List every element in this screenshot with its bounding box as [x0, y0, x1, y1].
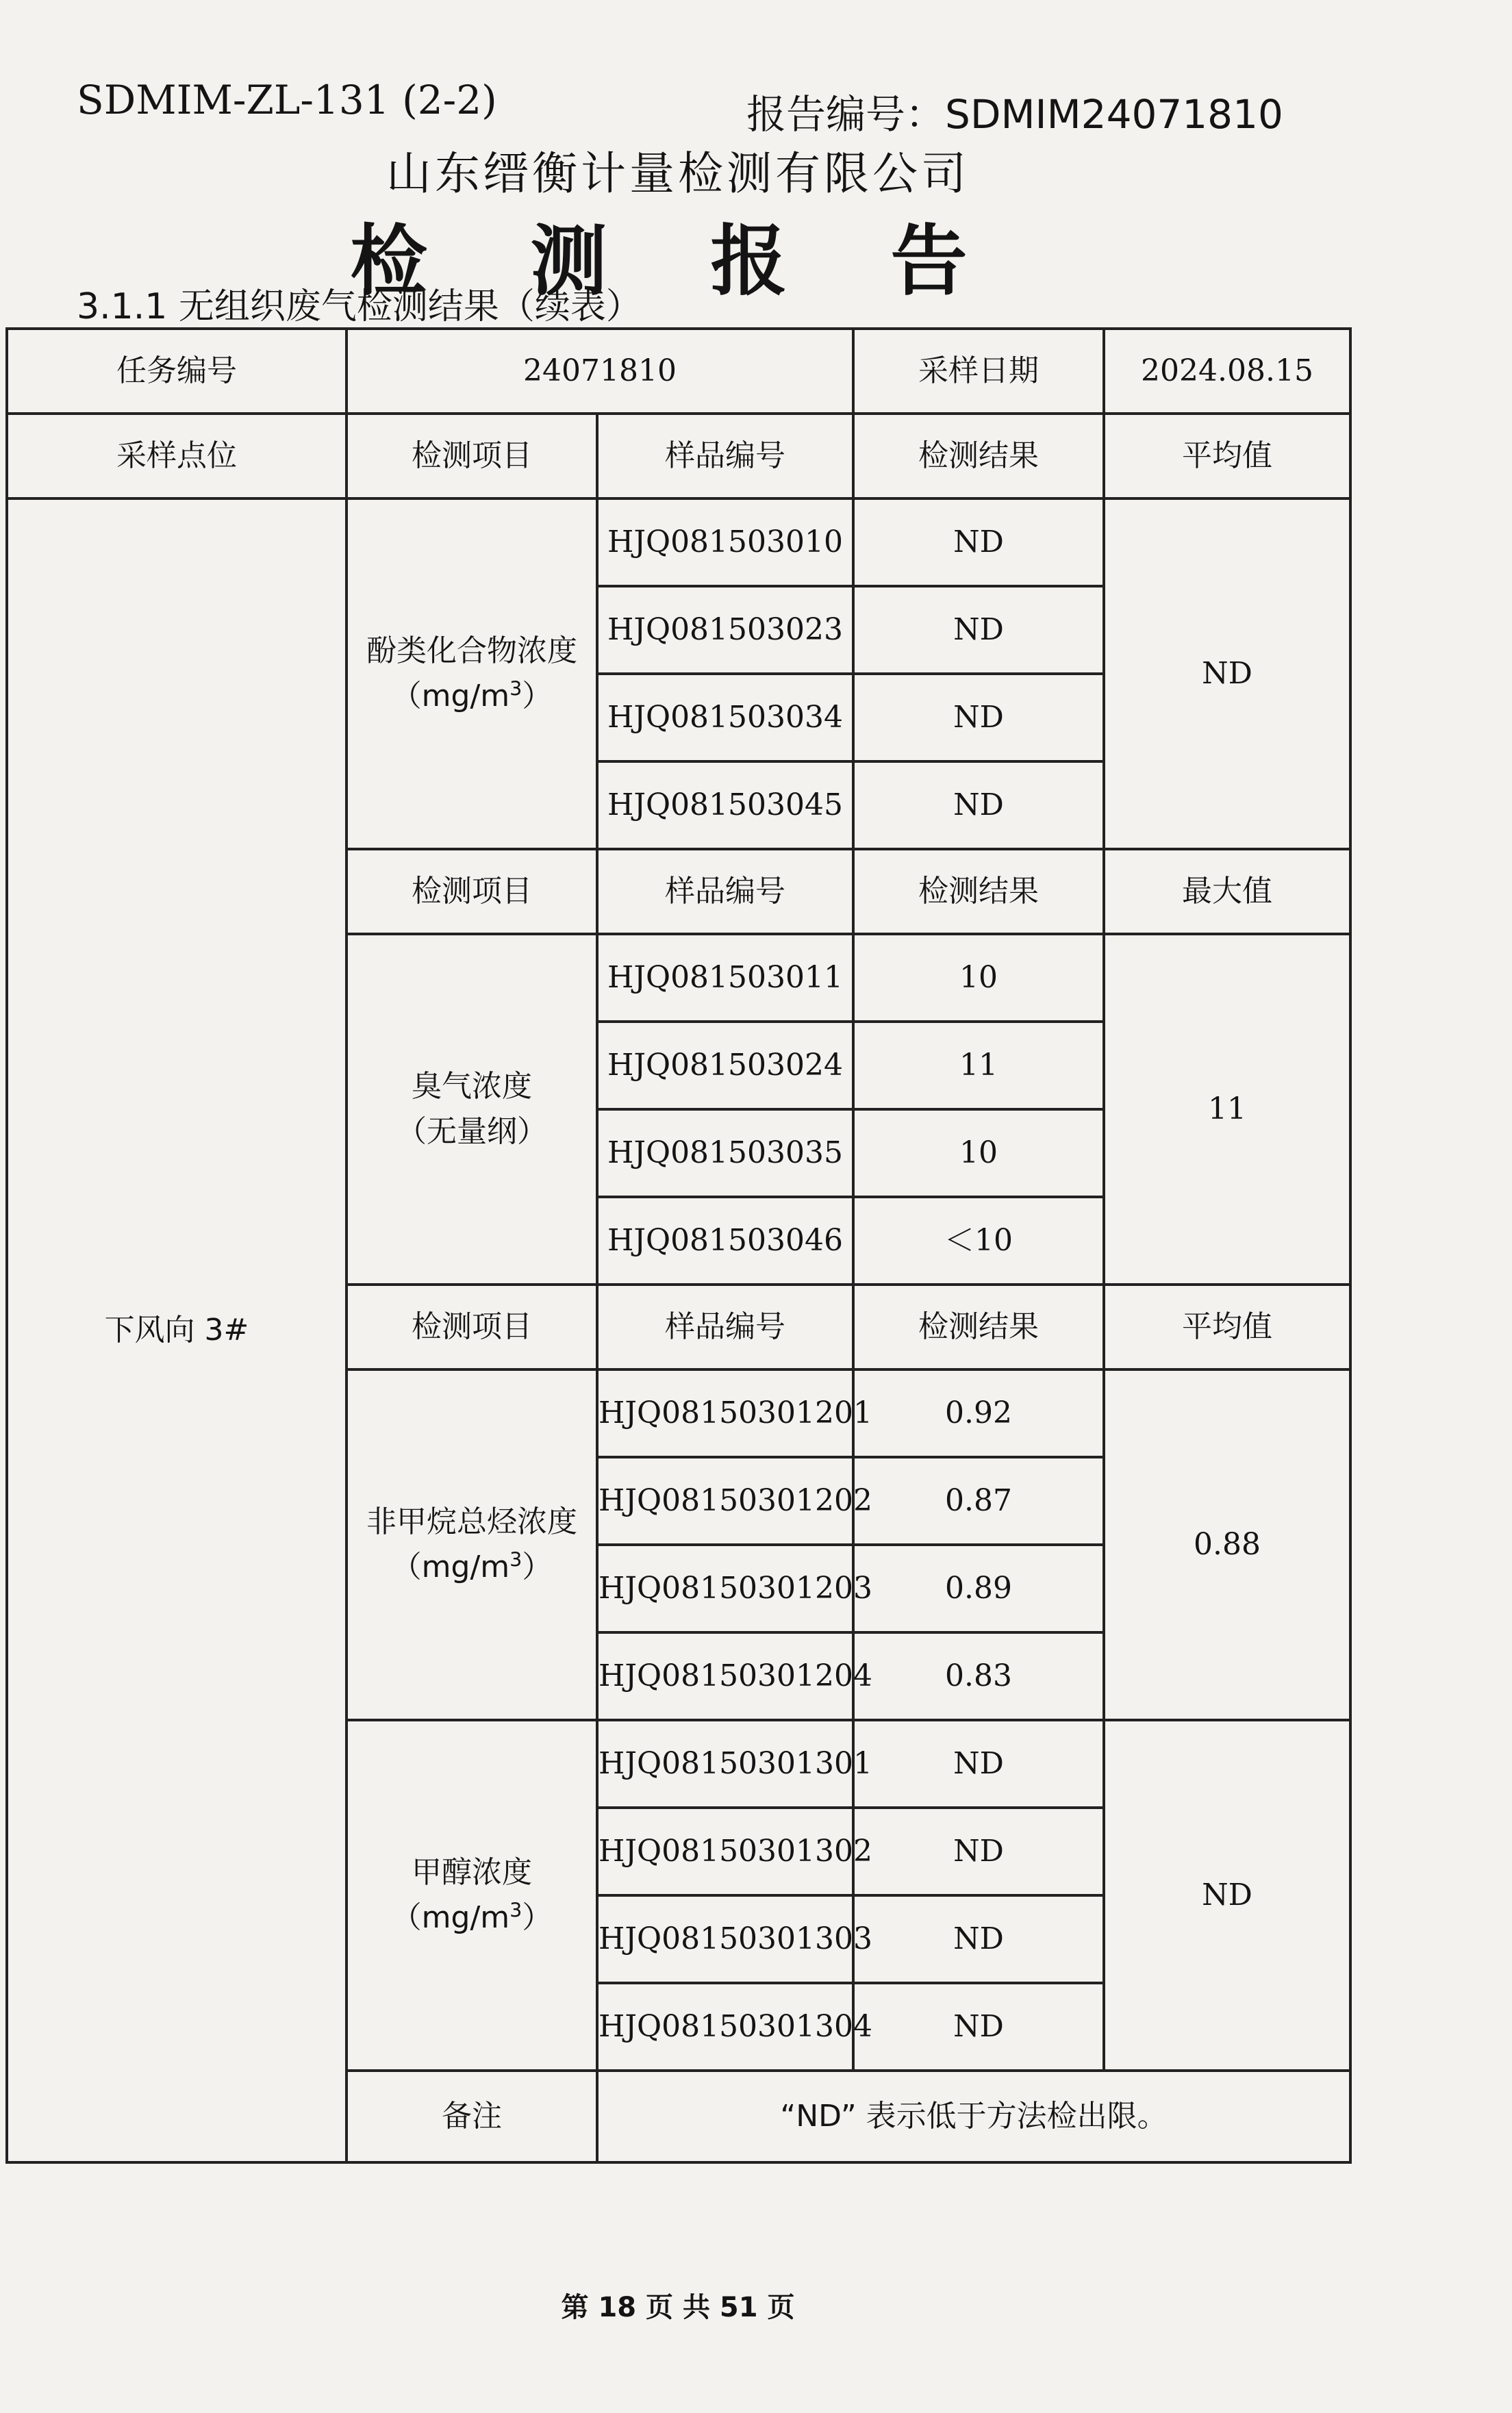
result-value: ND	[853, 1983, 1104, 2071]
stat-header: 最大值	[1104, 849, 1350, 934]
result-value: ND	[853, 761, 1104, 849]
sampling-location: 下风向 3#	[7, 498, 346, 2162]
result-value: ND	[853, 586, 1104, 674]
sample-id: HJQ08150301204	[597, 1632, 853, 1720]
test-item-unit	[348, 1109, 596, 1154]
section-title: 3.1.1 无组织废气检测结果（续表）	[77, 286, 642, 327]
result-value: ND	[853, 1895, 1104, 1983]
result-header: 检测结果	[853, 1285, 1104, 1369]
result-value: 11	[853, 1022, 1104, 1109]
result-value: 0.92	[853, 1369, 1104, 1457]
stat-header: 平均值	[1104, 414, 1350, 498]
location-header: 采样点位	[7, 414, 346, 498]
sample-id: HJQ08150301201	[597, 1369, 853, 1457]
stat-value: ND	[1104, 498, 1350, 849]
sample-id: HJQ081503034	[597, 674, 853, 761]
sample-id: HJQ081503046	[597, 1197, 853, 1285]
unit-text: （无量纲）	[396, 1114, 547, 1149]
item-header: 检测项目	[346, 849, 597, 934]
task-no-value: 24071810	[346, 329, 853, 414]
result-value: 10	[853, 934, 1104, 1022]
test-item	[346, 1369, 597, 1720]
sample-id: HJQ081503024	[597, 1022, 853, 1109]
result-value: 0.83	[853, 1632, 1104, 1720]
unit-close: ）	[522, 679, 553, 713]
sample-header: 样品编号	[597, 1285, 853, 1369]
item-header: 检测项目	[346, 1285, 597, 1369]
form-code: SDMIM-ZL-131 (2-2)	[77, 77, 497, 123]
test-item	[346, 1720, 597, 2071]
result-value: 0.89	[853, 1545, 1104, 1632]
test-item	[346, 498, 597, 849]
sample-id: HJQ08150301203	[597, 1545, 853, 1632]
sample-id: HJQ081503010	[597, 498, 853, 586]
unit-text: （mg/m	[391, 679, 510, 713]
results-table-body	[7, 329, 1350, 2162]
test-item-name: 酚类化合物浓度	[366, 633, 577, 668]
company-name: 山东缙衡计量检测有限公司	[386, 147, 970, 200]
sample-header: 样品编号	[597, 849, 853, 934]
sample-id: HJQ081503035	[597, 1109, 853, 1197]
unit-close: ）	[522, 1550, 553, 1584]
test-item	[346, 934, 597, 1285]
result-value: ＜10	[853, 1197, 1104, 1285]
sample-id: HJQ08150301304	[597, 1983, 853, 2071]
report-number: 报告编号：SDMIM24071810	[746, 91, 1283, 138]
test-item-unit	[348, 1895, 596, 1941]
table-row	[7, 498, 1350, 586]
test-item-name: 甲醇浓度	[412, 1855, 532, 1890]
test-item-unit	[348, 674, 596, 719]
result-value: 0.87	[853, 1457, 1104, 1545]
task-no-label: 任务编号	[7, 329, 346, 414]
result-header: 检测结果	[853, 414, 1104, 498]
sample-id: HJQ08150301302	[597, 1808, 853, 1895]
results-table	[5, 327, 1352, 2164]
sample-id: HJQ081503023	[597, 586, 853, 674]
unit-close: ）	[522, 1900, 553, 1935]
page-number: 第 18 页 共 51 页	[561, 2292, 795, 2323]
sample-header: 样品编号	[597, 414, 853, 498]
item-header: 检测项目	[346, 414, 597, 498]
sample-id: HJQ081503045	[597, 761, 853, 849]
sample-date-value: 2024.08.15	[1104, 329, 1350, 414]
unit-superscript: 3	[509, 1898, 522, 1922]
stat-header: 平均值	[1104, 1285, 1350, 1369]
result-header: 检测结果	[853, 849, 1104, 934]
test-item-unit	[348, 1545, 596, 1590]
stat-value: 0.88	[1104, 1369, 1350, 1720]
sample-id: HJQ08150301303	[597, 1895, 853, 1983]
result-value: ND	[853, 1808, 1104, 1895]
sample-id: HJQ08150301301	[597, 1720, 853, 1808]
remark-text: “ND” 表示低于方法检出限。	[597, 2071, 1350, 2162]
result-value: ND	[853, 1720, 1104, 1808]
unit-text: （mg/m	[391, 1900, 510, 1935]
test-item-name: 臭气浓度	[412, 1069, 532, 1104]
sample-date-label: 采样日期	[853, 329, 1104, 414]
column-header-row	[7, 414, 1350, 498]
unit-text: （mg/m	[391, 1550, 510, 1584]
sample-id: HJQ081503011	[597, 934, 853, 1022]
stat-value: ND	[1104, 1720, 1350, 2071]
unit-superscript: 3	[509, 677, 522, 700]
sample-id: HJQ08150301202	[597, 1457, 853, 1545]
document-title: 检 测 报 告	[350, 217, 1006, 306]
result-value: 10	[853, 1109, 1104, 1197]
remark-label: 备注	[346, 2071, 597, 2162]
task-row	[7, 329, 1350, 414]
test-item-name: 非甲烷总烃浓度	[366, 1504, 577, 1539]
result-value: ND	[853, 498, 1104, 586]
result-value: ND	[853, 674, 1104, 761]
unit-superscript: 3	[509, 1547, 522, 1571]
stat-value: 11	[1104, 934, 1350, 1285]
